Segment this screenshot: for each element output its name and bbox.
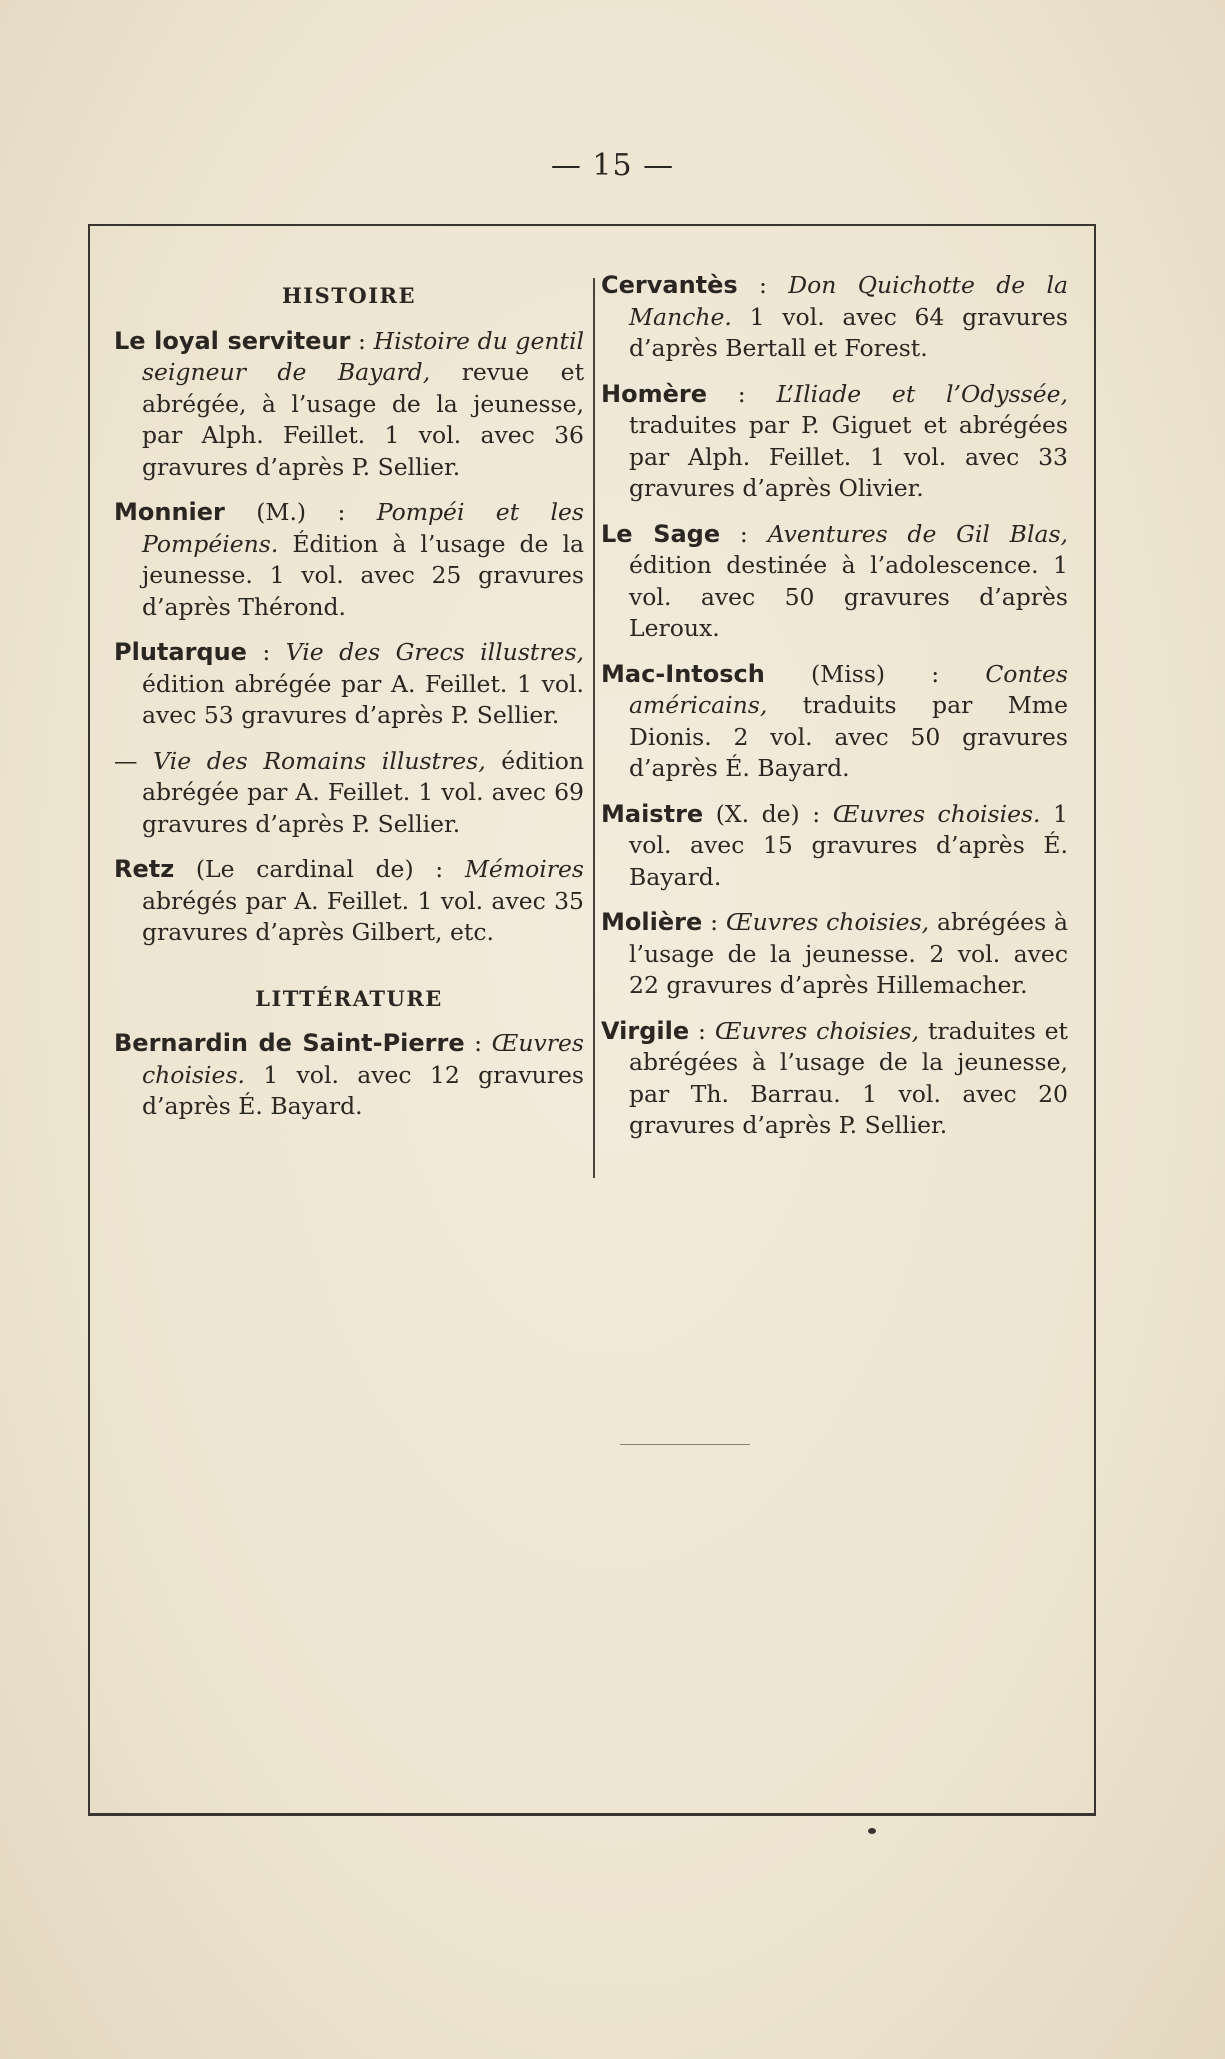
entry-title: Vie des Grecs illustres, (285, 638, 584, 666)
entry-author: Maistre (601, 799, 704, 828)
catalog-entry (601, 799, 1068, 894)
entry-separator: : (720, 519, 768, 548)
entry-details: traduits par Mme Dionis. 2 vol. avec 50 gravures d’après É. Bayard. (629, 691, 1068, 782)
entry-details: traduites et abrégées à l’usage de la jeunesse, par Th. Barrau. 1 vol. avec 20 gravures d’après P. Sellier. (629, 1016, 1069, 1139)
catalog-entry (114, 497, 584, 623)
entry-separator: (Le cardinal de) : (174, 855, 465, 883)
entry-title: Pompéi et les Pompéiens. (142, 498, 584, 558)
entry-details: traduites par P. Giguet et abrégées par Alph. Feillet. 1 vol. avec 33 gravures d’après Olivier. (629, 411, 1068, 502)
entry-details: Édition à l’usage de la jeunesse. 1 vol. avec 25 gravures d’après Thérond. (142, 529, 584, 621)
entry-title: Vie des Romains illustres, (153, 746, 486, 775)
entry-details: abrégés par A. Feillet. 1 vol. avec 35 gravures d’après Gilbert, etc. (142, 886, 584, 946)
entry-title: Don Quichotte de la Manche. (629, 271, 1069, 331)
entry-author: Bernardin de Saint-Pierre (114, 1029, 465, 1057)
entry-details: 1 vol. avec 12 gravures d’après É. Bayard. (142, 1060, 584, 1120)
entry-separator: : (246, 638, 286, 666)
section-heading-histoire: HISTOIRE (281, 283, 417, 308)
entry-title: Œuvres choisies. (142, 1029, 584, 1089)
entry-author: Retz (114, 855, 175, 883)
entry-separator: : (702, 908, 726, 936)
entry-separator: : (689, 1016, 715, 1045)
entry-separator: (M.) : (224, 498, 377, 526)
entry-details: abrégées à l’usage de la jeunesse. 2 vol. avec 22 gravures d’après Hillemacher. (629, 908, 1069, 999)
entry-separator: (X. de) : (703, 799, 833, 828)
entry-details: 1 vol. avec 15 gravures d’après É. Bayard. (629, 799, 1069, 891)
entry-title: Œuvres choisies. (832, 799, 1041, 828)
entry-title: Histoire du gentil seigneur de Bayard, (142, 326, 584, 386)
entry-author: Homère (601, 379, 707, 408)
catalog-entry (114, 1028, 584, 1123)
entry-author: Monnier (114, 498, 225, 526)
entry-details: édition destinée à l’adolescence. 1 vol. avec 50 gravures d’après Leroux. (629, 551, 1068, 642)
catalog-entry (114, 637, 584, 732)
entry-separator: : (350, 326, 374, 355)
section-heading-litterature: LITTÉRATURE (255, 985, 443, 1011)
ink-dot (868, 1828, 876, 1834)
entry-author: Plutarque (114, 638, 247, 666)
entry-details: revue et abrégée, à l’usage de la jeunesse, par Alph. Feillet. 1 vol. avec 36 gravures d’après P. Sellier. (142, 358, 585, 481)
entry-separator: : (737, 271, 789, 299)
catalog-entry (601, 1016, 1068, 1142)
entry-title: L’Iliade et l’Odyssée, (776, 379, 1069, 408)
entry-separator: (Miss) : (764, 659, 986, 688)
catalog-entry (114, 746, 584, 841)
entry-author: Le Sage (601, 519, 721, 548)
page-number: — 15 — (550, 148, 675, 183)
entry-title: Œuvres choisies, (725, 908, 930, 936)
decorative-rule (620, 1444, 750, 1445)
entry-author: Virgile (601, 1016, 690, 1045)
entry-title: Mémoires (464, 855, 584, 883)
entry-details: édition abrégée par A. Feillet. 1 vol. avec 69 gravures d’après P. Sellier. (142, 746, 584, 838)
entry-details: édition abrégée par A. Feillet. 1 vol. avec 53 gravures d’après P. Sellier. (142, 669, 584, 729)
column-divider (593, 278, 595, 1178)
catalog-entry (601, 659, 1068, 785)
entry-author: Molière (601, 908, 703, 936)
entry-details: 1 vol. avec 64 gravures d’après Bertall et Forest. (629, 302, 1068, 362)
entry-author: Mac-Intosch (601, 659, 765, 688)
entry-separator: — (114, 746, 154, 775)
catalog-entry (114, 326, 584, 484)
catalog-entry (601, 270, 1068, 365)
entry-author: Le loyal serviteur (114, 326, 351, 355)
entry-title: Aventures de Gil Blas, (767, 519, 1068, 548)
entry-author: Cervantès (601, 271, 738, 299)
right-column (601, 270, 1068, 1156)
entry-title: Œuvres choisies, (714, 1016, 920, 1045)
catalog-entry (601, 519, 1068, 645)
catalog-entry (601, 907, 1068, 1002)
entry-title: Contes américains, (629, 659, 1068, 719)
catalog-entry (601, 379, 1068, 505)
left-column (114, 270, 584, 1137)
entry-separator: : (706, 379, 777, 408)
catalog-entry (114, 854, 584, 949)
entry-separator: : (464, 1029, 492, 1057)
